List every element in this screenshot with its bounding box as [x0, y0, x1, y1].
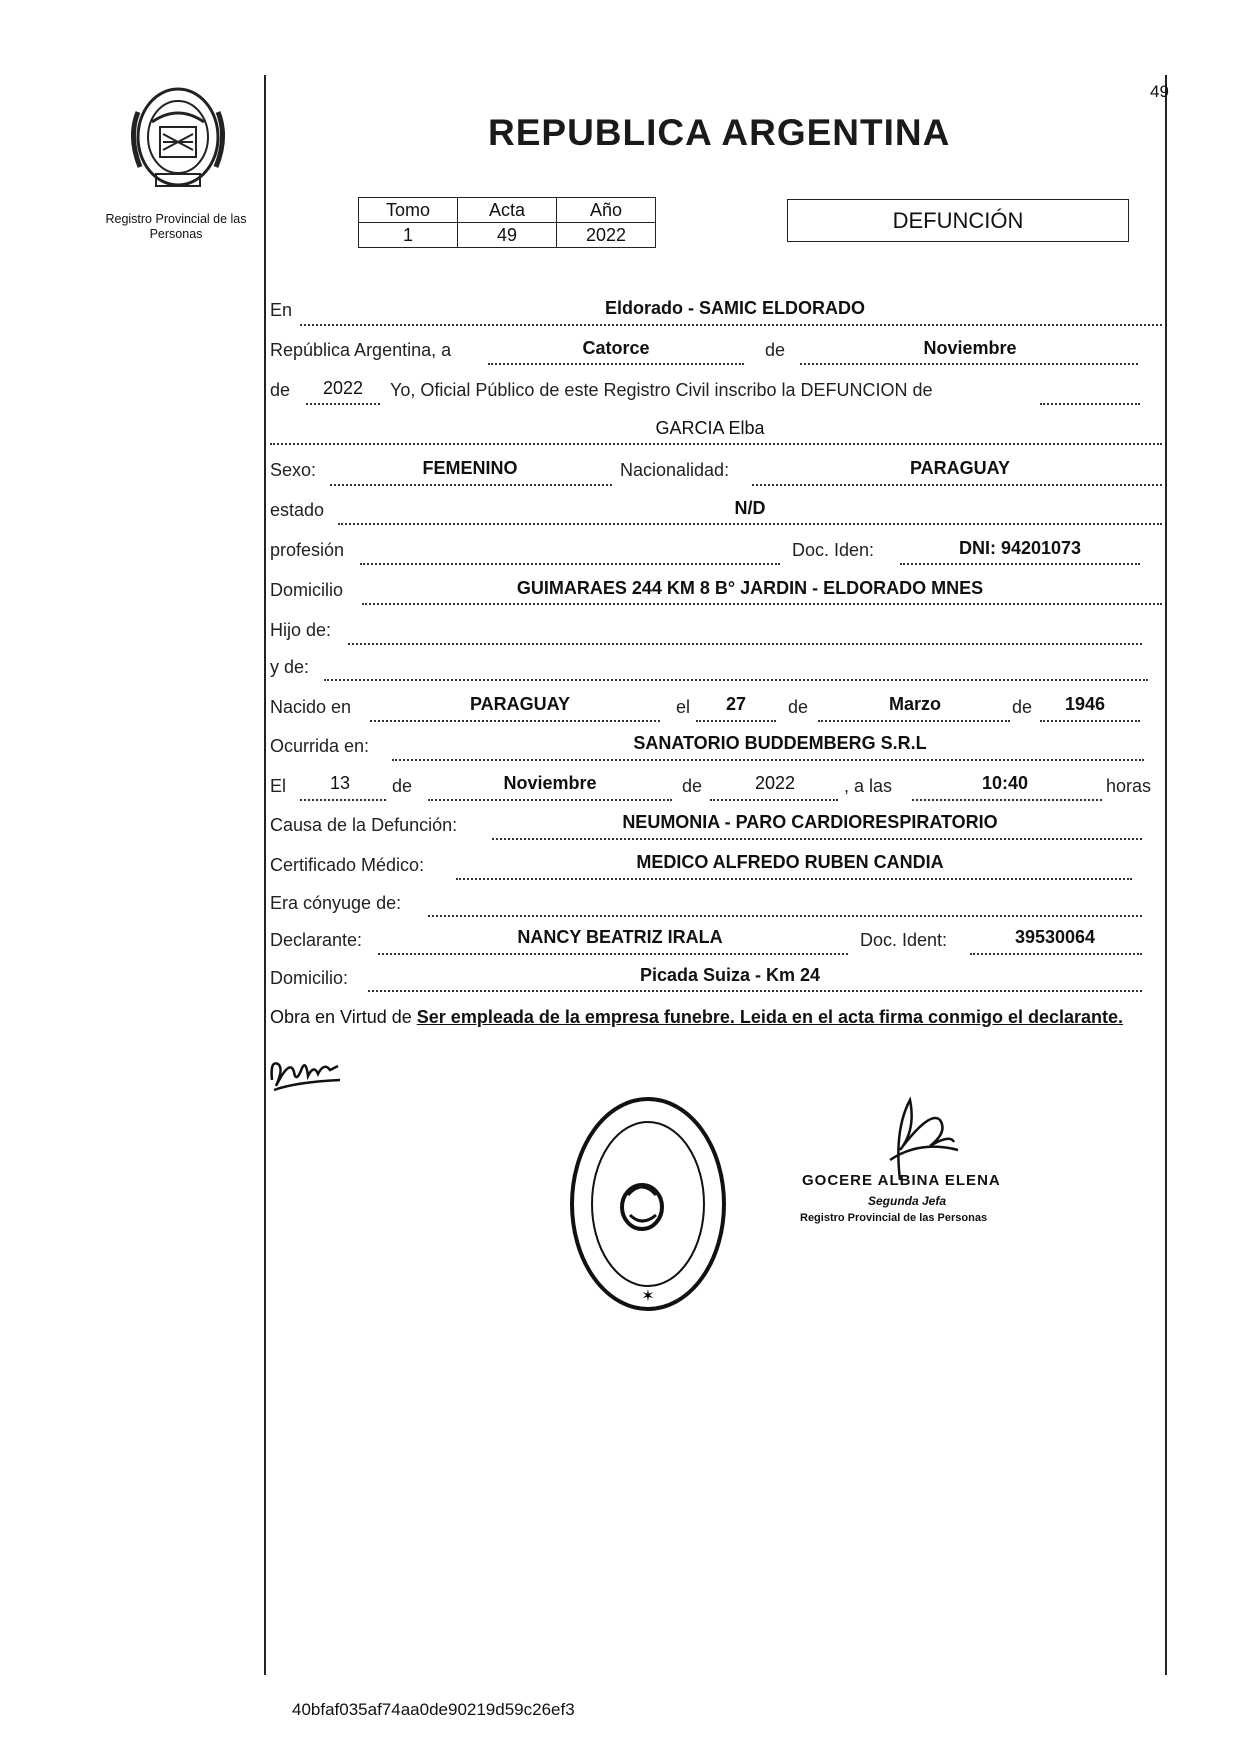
yo-label: Yo, Oficial Público de este Registro Civil inscribo la DEFUNCION de — [390, 380, 933, 400]
register-table — [358, 197, 656, 248]
en-label: En — [270, 300, 293, 320]
de-label-2: de — [270, 380, 291, 400]
anio-value: 2022 — [322, 378, 364, 398]
el-label: el — [676, 697, 691, 717]
registry-label: Registro Provincial de las Personas — [105, 212, 247, 241]
hijo-de-line — [348, 643, 1142, 645]
declarante-line — [378, 953, 848, 955]
declarante-value: NANCY BEATRIZ IRALA — [517, 927, 723, 947]
declarante-doc-value: 39530064 — [1014, 927, 1096, 947]
profesion-line — [360, 563, 780, 565]
nombre-line — [270, 443, 1162, 445]
sexo-line — [330, 484, 612, 486]
official-role: Segunda Jefa — [868, 1194, 947, 1208]
nacido-en-value: PARAGUAY — [469, 694, 571, 714]
mes-value: Noviembre — [923, 338, 1017, 358]
official-name: GOCERE ALBINA ELENA — [802, 1172, 1001, 1189]
de-label-4: de — [1012, 697, 1033, 717]
a-las-label: , a las — [844, 776, 893, 796]
declarante-label: Declarante: — [270, 930, 363, 950]
domicilio-line — [362, 603, 1162, 605]
hijo-de-label: Hijo de: — [270, 620, 332, 640]
nacionalidad-label: Nacionalidad: — [620, 460, 730, 480]
de-label-6: de — [682, 776, 703, 796]
acta-value: 49 — [458, 223, 557, 248]
de-label-5: de — [392, 776, 413, 796]
nac-anio-line — [1040, 720, 1140, 722]
de-label-1: de — [765, 340, 786, 360]
certificado-line — [456, 878, 1132, 880]
certificado-label: Certificado Médico: — [270, 855, 425, 875]
left-margin-line — [264, 75, 266, 1675]
declarant-signature — [266, 1050, 346, 1100]
tomo-header: Tomo — [359, 198, 458, 223]
estado-label: estado — [270, 500, 325, 520]
sexo-value: FEMENINO — [422, 458, 518, 478]
def-hora-line — [912, 799, 1102, 801]
sexo-label: Sexo: — [270, 460, 317, 480]
misiones-coat-of-arms-logo — [118, 82, 238, 192]
de-label-3: de — [788, 697, 809, 717]
conyuge-label: Era cónyuge de: — [270, 893, 402, 913]
certificado-value: MEDICO ALFREDO RUBEN CANDIA — [636, 852, 944, 872]
republica-label: República Argentina, a — [270, 340, 452, 360]
nac-mes-value: Marzo — [888, 694, 941, 714]
causa-line — [492, 838, 1142, 840]
domicilio-label-2: Domicilio: — [270, 968, 349, 988]
obra-en-virtud — [270, 1005, 1170, 1030]
declarante-domicilio-line — [368, 990, 1142, 992]
estado-line — [338, 523, 1162, 525]
anio-header: Año — [557, 198, 656, 223]
ocurrida-en-line — [392, 759, 1144, 761]
dni-line — [900, 563, 1140, 565]
document-type-box: DEFUNCIÓN — [787, 199, 1129, 242]
declarante-domicilio-value: Picada Suiza - Km 24 — [639, 965, 821, 985]
nacionalidad-line — [752, 484, 1162, 486]
obra-label: Obra en Virtud de — [270, 1007, 412, 1027]
domicilio-label: Domicilio — [270, 580, 344, 600]
acta-header: Acta — [458, 198, 557, 223]
profesion-label: profesión — [270, 540, 345, 560]
def-hora-value: 10:40 — [981, 773, 1029, 793]
def-dia-value: 13 — [329, 773, 351, 793]
def-anio-line — [710, 799, 838, 801]
def-mes-value: Noviembre — [503, 773, 597, 793]
official-stamp — [568, 1095, 728, 1313]
domicilio-value: GUIMARAES 244 KM 8 B° JARDIN - ELDORADO MNES — [516, 578, 984, 598]
def-dia-line — [300, 799, 386, 801]
causa-label: Causa de la Defunción: — [270, 815, 458, 835]
nombre-value: GARCIA Elba — [655, 418, 765, 438]
y-de-line — [324, 679, 1148, 681]
declarante-doc-line — [970, 953, 1142, 955]
estado-value: N/D — [734, 498, 766, 518]
def-anio-value: 2022 — [754, 773, 796, 793]
el-label-2: El — [270, 776, 287, 796]
dia-letras-value: Catorce — [582, 338, 650, 358]
nac-anio-value: 1946 — [1064, 694, 1106, 714]
horas-label: horas — [1106, 776, 1152, 796]
dni-value: DNI: 94201073 — [958, 538, 1082, 558]
doc-ident-label: Doc. Ident: — [860, 930, 948, 950]
nacionalidad-value: PARAGUAY — [909, 458, 1011, 478]
tomo-value: 1 — [359, 223, 458, 248]
nacido-en-line — [370, 720, 660, 722]
anio-value: 2022 — [557, 223, 656, 248]
nac-dia-line — [696, 720, 776, 722]
conyuge-line — [428, 915, 1142, 917]
obra-text: Ser empleada de la empresa funebre. Leida en el acta firma conmigo el declarante. — [416, 1007, 1124, 1027]
ocurrida-en-value: SANATORIO BUDDEMBERG S.R.L — [633, 733, 927, 753]
lugar-line — [300, 324, 1162, 326]
right-margin-line — [1165, 75, 1167, 1675]
svg-text:✶: ✶ — [641, 1286, 655, 1305]
nacido-en-label: Nacido en — [270, 697, 352, 717]
nac-mes-line — [818, 720, 1010, 722]
page-title: REPUBLICA ARGENTINA — [488, 112, 951, 153]
document-hash: 40bfaf035af74aa0de90219d59c26ef3 — [292, 1700, 575, 1719]
def-mes-line — [428, 799, 672, 801]
y-de-label: y de: — [270, 657, 310, 677]
nac-dia-value: 27 — [725, 694, 747, 714]
causa-value: NEUMONIA - PARO CARDIORESPIRATORIO — [622, 812, 998, 832]
dia-line — [488, 363, 744, 365]
yo-line — [1040, 403, 1140, 405]
anio-line — [306, 403, 380, 405]
official-office: Registro Provincial de las Personas — [800, 1212, 988, 1224]
ocurrida-en-label: Ocurrida en: — [270, 736, 370, 756]
page-number: 49 — [1150, 82, 1169, 101]
mes-line — [800, 363, 1138, 365]
doc-iden-label: Doc. Iden: — [792, 540, 875, 560]
lugar-value: Eldorado - SAMIC ELDORADO — [605, 298, 865, 318]
